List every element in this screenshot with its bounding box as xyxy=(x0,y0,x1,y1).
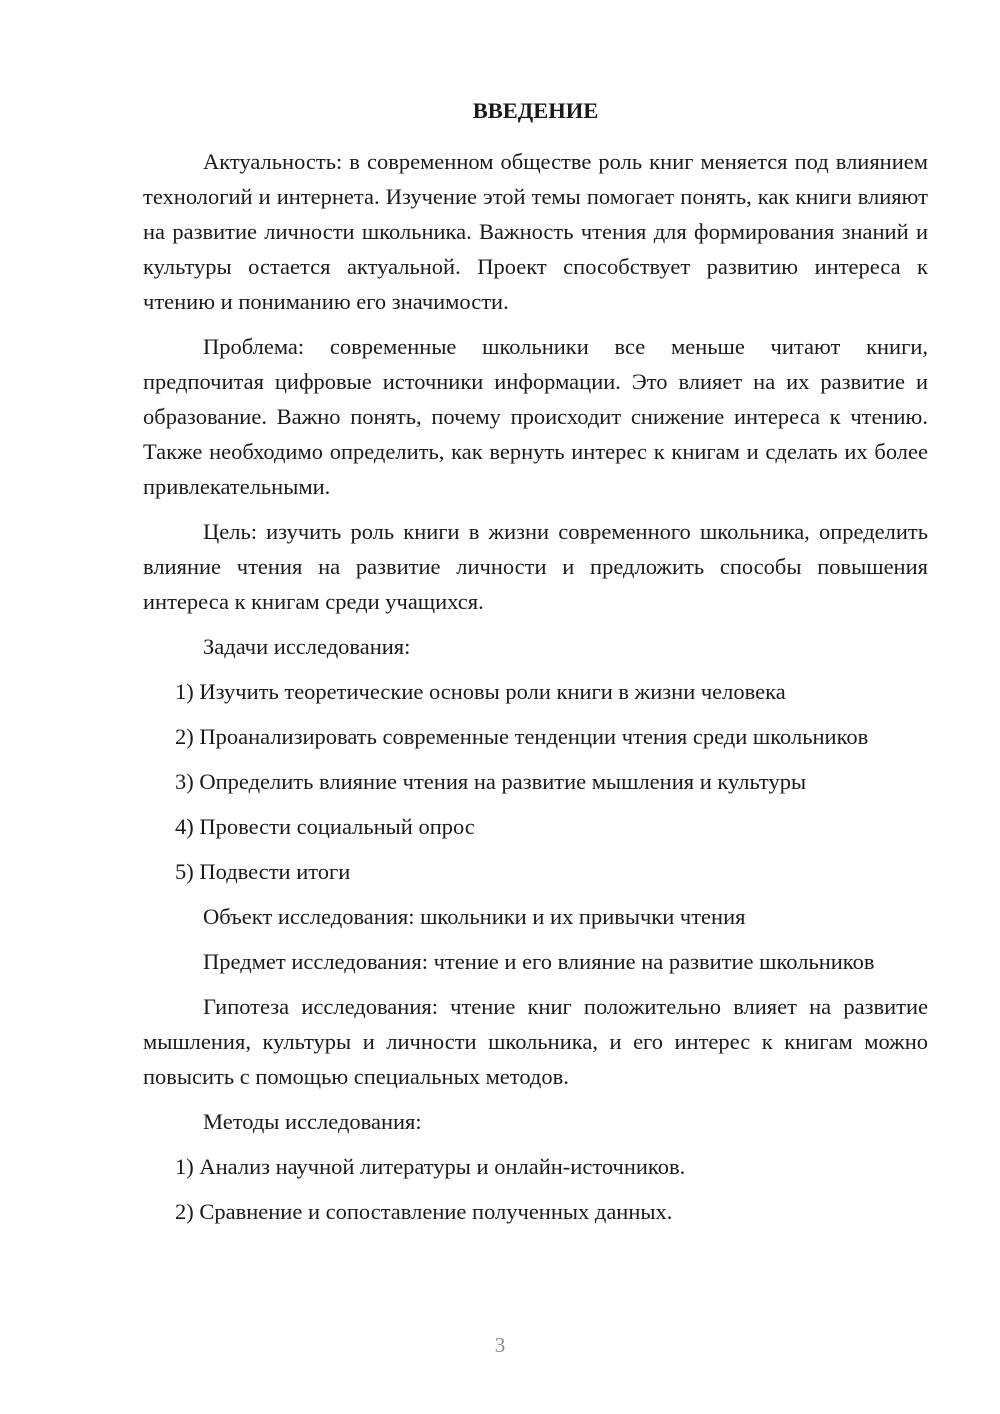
problem-paragraph: Проблема: современные школьники все меньше читают книги, предпочитая цифровые источники информации. Это влияет на их развитие и образование. Важно понять, почему происходит снижение интереса к чтению. Также необходимо определить, как вернуть интерес к книгам и сделать их более привлекательными. xyxy=(143,334,928,499)
task-item-5: 5) Подвести итоги xyxy=(175,859,351,884)
tasks-heading: Задачи исследования: xyxy=(203,634,411,659)
method-item-1: 1) Анализ научной литературы и онлайн-источников. xyxy=(175,1154,686,1179)
relevance-paragraph: Актуальность: в современном обществе роль книг меняется под влиянием технологий и интернета. Изучение этой темы помогает понять, как книги влияют на развитие личности школьника. Важность чтения для формирования знаний и культуры остается актуальной. Проект способствует развитию интереса к чтению и пониманию его значимости. xyxy=(143,149,928,314)
object-paragraph: Объект исследования: школьники и их привычки чтения xyxy=(203,904,746,929)
section-title: ВВЕДЕНИЕ xyxy=(472,98,599,123)
method-item-2: 2) Сравнение и сопоставление полученных данных. xyxy=(175,1199,673,1224)
task-item-1: 1) Изучить теоретические основы роли книги в жизни человека xyxy=(175,679,786,704)
task-item-2: 2) Проанализировать современные тенденции чтения среди школьников xyxy=(175,724,869,749)
methods-heading: Методы исследования: xyxy=(203,1109,422,1134)
task-item-4: 4) Провести социальный опрос xyxy=(175,814,475,839)
task-item-3: 3) Определить влияние чтения на развитие мышления и культуры xyxy=(175,769,807,794)
subject-paragraph: Предмет исследования: чтение и его влияние на развитие школьников xyxy=(203,949,875,974)
page-content xyxy=(143,96,928,1229)
page-number: 3 xyxy=(494,1333,506,1357)
hypothesis-paragraph: Гипотеза исследования: чтение книг положительно влияет на развитие мышления, культуры и личности школьника, и его интерес к книгам можно повысить с помощью специальных методов. xyxy=(143,994,928,1089)
goal-paragraph: Цель: изучить роль книги в жизни современного школьника, определить влияние чтения на развитие личности и предложить способы повышения интереса к книгам среди учащихся. xyxy=(143,519,928,614)
